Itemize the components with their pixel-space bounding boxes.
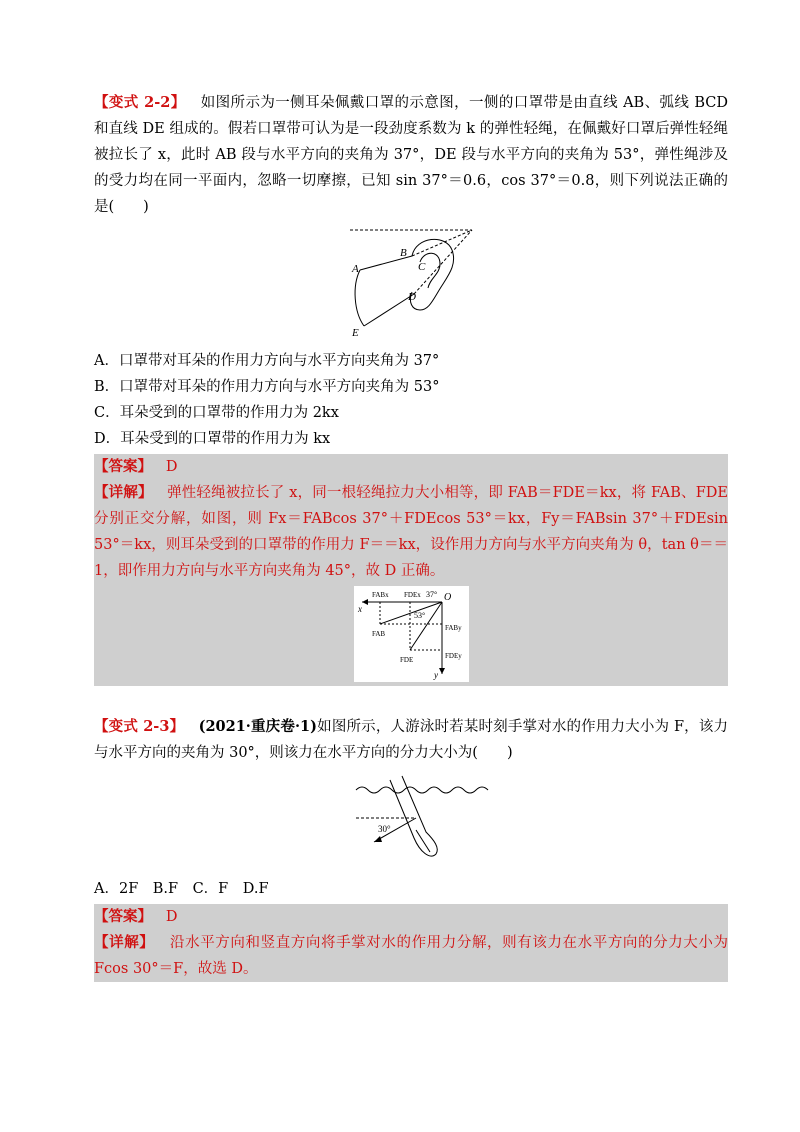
option-d: D．耳朵受到的口罩带的作用力为 kx	[94, 431, 331, 447]
answer-tag: 【答案】	[94, 908, 152, 925]
question-2-3-options: A．2F B.F C．F D.F	[94, 881, 269, 897]
label-e: E	[352, 327, 359, 339]
detail-text: 弹性轻绳被拉长了 x，同一根轻绳拉力大小相等，即 FAB＝FDE＝kx，将 FAB、FDE 分别正交分解，如图，则 Fx＝FABcos 37°＋FDEcos 53°＝kx，Fy＝FABsin 37°＋FDEsin 53°＝kx，则耳朵受到的口罩带的作用力 F＝＝kx，设作用力方向与水平方向夹角为 θ，tan θ＝＝1，即作用力方向与水平方向夹角为 45°，故 D 正确。	[94, 485, 729, 579]
force-label-x: x	[358, 604, 362, 614]
label-d: D	[408, 291, 416, 303]
swimmer-hand-figure	[94, 770, 728, 874]
force-decomposition-figure	[354, 586, 469, 682]
detail-text: 沿水平方向和竖直方向将手掌对水的作用力分解，则有该力在水平方向的分力大小为 Fcos 30°＝F，故选 D。	[94, 935, 729, 977]
answer-value: D	[165, 909, 178, 925]
question-source: (2021·重庆卷·1)	[198, 718, 318, 735]
question-2-3-stem	[94, 714, 728, 766]
answer-tag: 【答案】	[94, 458, 152, 475]
question-text: 如图所示为一侧耳朵佩戴口罩的示意图，一侧的口罩带是由直线 AB、弧线 BCD 和直线 DE 组成的。假若口罩带可认为是一段劲度系数为 k 的弹性轻绳，在佩戴好口罩后弹性轻绳被拉长了 x，此时 AB 段与水平方向的夹角为 37°，DE 段与水平方向的夹角为 53°，弹性绳涉及的受力均在同一平面内，忽略一切摩擦，已知 sin 37°＝0.6，cos 37°＝0.8，则下列说法正确的是( )	[94, 95, 728, 215]
option-a: A．口罩带对耳朵的作用力方向与水平方向夹角为 37°	[94, 353, 440, 369]
force-label-fabx: FABx	[372, 591, 389, 599]
answer-block-2-3	[94, 904, 728, 982]
label-b: B	[400, 247, 407, 259]
detail-tag: 【详解】	[94, 934, 155, 951]
answer-value: D	[165, 459, 178, 475]
force-label-fdex: FDEx	[404, 591, 421, 599]
force-label-faby: FABy	[445, 624, 462, 632]
label-c: C	[418, 261, 426, 273]
question-text: 如图所示，人游泳时若某时刻手掌对水的作用力大小为 F，该力与水平方向的夹角为 30°，则该力在水平方向的分力大小为( )	[94, 719, 729, 761]
option-c: C．耳朵受到的口罩带的作用力为 2kx	[94, 405, 339, 421]
force-label-o: O	[444, 592, 452, 603]
angle-30-label: 30°	[378, 824, 391, 834]
page-content	[94, 90, 728, 982]
question-tag: 【变式 2-2】	[94, 94, 186, 111]
force-label-y: y	[434, 670, 438, 680]
question-2-2-stem	[94, 90, 728, 220]
answer-block-2-2	[94, 454, 728, 686]
force-label-fde: FDE	[400, 656, 414, 664]
answer-line	[94, 454, 728, 480]
detail-tag: 【详解】	[94, 484, 153, 501]
detail-line	[94, 480, 728, 584]
answer-line	[94, 904, 728, 930]
force-label-fdey: FDEy	[445, 652, 462, 660]
force-label-53: 53°	[414, 611, 426, 620]
label-a: A	[352, 263, 359, 275]
mask-ear-figure	[94, 226, 728, 344]
force-label-fab: FAB	[372, 630, 386, 638]
option-b: B．口罩带对耳朵的作用力方向与水平方向夹角为 53°	[94, 379, 440, 395]
detail-line	[94, 930, 728, 982]
force-label-37: 37°	[426, 590, 438, 599]
question-tag: 【变式 2-3】	[94, 718, 185, 735]
